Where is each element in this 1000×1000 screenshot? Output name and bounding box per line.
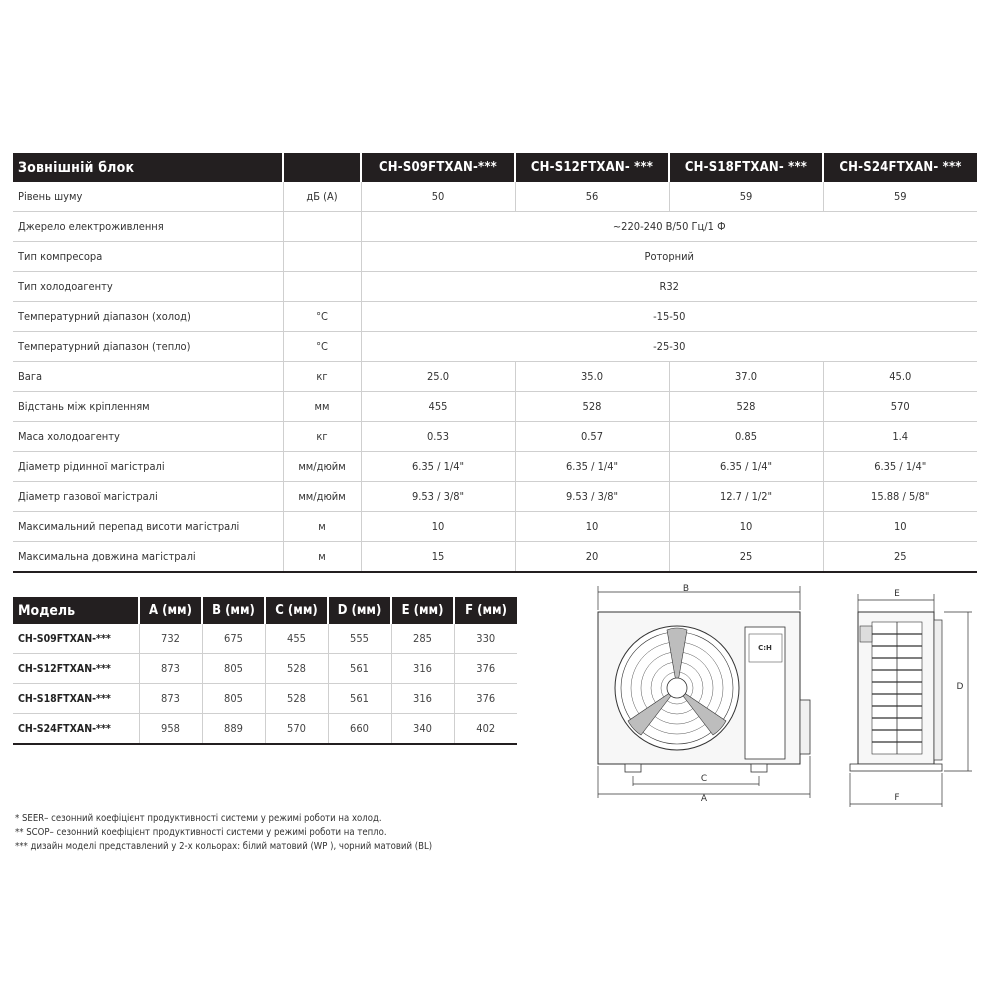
spec-merged-value: Роторний <box>361 242 977 272</box>
spec-row-gas-pipe <box>13 482 977 512</box>
spec-unit: мм <box>283 392 361 422</box>
spec-label: Рівень шуму <box>13 182 283 212</box>
dims-header: B (мм) <box>202 597 265 624</box>
spec-value: 0.53 <box>361 422 515 452</box>
spec-merged-value: ~220-240 В/50 Гц/1 Ф <box>361 212 977 242</box>
spec-unit <box>283 242 361 272</box>
spec-row-weight <box>13 362 977 392</box>
dims-header: Модель <box>13 597 139 624</box>
dims-model: CH-S24FTXAN-*** <box>13 714 139 745</box>
dims-model: CH-S12FTXAN-*** <box>13 654 139 684</box>
dims-value: 528 <box>265 654 328 684</box>
side-vent-slats <box>872 622 922 754</box>
footnotes <box>15 812 432 854</box>
spec-row-temp-cool <box>13 302 977 332</box>
spec-value: 15.88 / 5/8" <box>823 482 977 512</box>
dims-value: 732 <box>139 624 202 654</box>
spec-value: 6.35 / 1/4" <box>669 452 823 482</box>
spec-label: Максимальна довжина магістралі <box>13 542 283 573</box>
side-view-drawing <box>840 582 985 807</box>
spec-unit: дБ (А) <box>283 182 361 212</box>
spec-merged-value: -15-50 <box>361 302 977 332</box>
dims-value: 660 <box>328 714 391 745</box>
dims-value: 528 <box>265 684 328 714</box>
spec-value: 10 <box>361 512 515 542</box>
dims-row <box>13 624 517 654</box>
spec-label: Маса холодоагенту <box>13 422 283 452</box>
spec-unit: кг <box>283 362 361 392</box>
spec-unit: кг <box>283 422 361 452</box>
dims-value: 561 <box>328 684 391 714</box>
dims-value: 570 <box>265 714 328 745</box>
specs-table <box>13 153 977 573</box>
dims-value: 376 <box>454 654 517 684</box>
spec-value: 0.57 <box>515 422 669 452</box>
dims-row <box>13 684 517 714</box>
spec-value: 12.7 / 1/2" <box>669 482 823 512</box>
model-header: CH-S24FTXAN- *** <box>823 153 977 182</box>
dims-value: 285 <box>391 624 454 654</box>
spec-label: Тип холодоагенту <box>13 272 283 302</box>
spec-unit: м <box>283 512 361 542</box>
dim-label-a: A <box>700 794 708 804</box>
footnote-seer: * SEER– сезонний коефіцієнт продуктивності системи у режимі роботи на холод. <box>15 813 382 824</box>
spec-value: 570 <box>823 392 977 422</box>
fan-grille <box>615 626 739 750</box>
dims-value: 675 <box>202 624 265 654</box>
spec-value: 528 <box>669 392 823 422</box>
spec-row-max-length <box>13 542 977 573</box>
footnote-scop: ** SCOP– сезонний коефіцієнт продуктивності системи у режимі роботи на тепло. <box>15 827 387 838</box>
spec-row-liquid-pipe <box>13 452 977 482</box>
spec-unit: °C <box>283 332 361 362</box>
footnote-colors: *** дизайн моделі представлений у 2-х кольорах: білий матовий (WP ), чорний матовий (BL) <box>15 841 433 852</box>
model-header: CH-S09FTXAN-*** <box>361 153 515 182</box>
spec-value: 37.0 <box>669 362 823 392</box>
spec-value: 0.85 <box>669 422 823 452</box>
spec-row-power <box>13 212 977 242</box>
spec-label: Вага <box>13 362 283 392</box>
spec-row-mount-distance <box>13 392 977 422</box>
spec-value: 25 <box>669 542 823 573</box>
dims-header: D (мм) <box>328 597 391 624</box>
spec-row-temp-heat <box>13 332 977 362</box>
spec-unit: мм/дюйм <box>283 452 361 482</box>
dims-value: 316 <box>391 684 454 714</box>
spec-value: 45.0 <box>823 362 977 392</box>
spec-label: Діаметр газової магістралі <box>13 482 283 512</box>
spec-unit: м <box>283 542 361 573</box>
dims-value: 330 <box>454 624 517 654</box>
dims-value: 316 <box>391 654 454 684</box>
dims-value: 873 <box>139 654 202 684</box>
dim-label-d: D <box>956 682 964 692</box>
dims-row <box>13 654 517 684</box>
front-view-drawing <box>585 582 825 807</box>
dim-label-c: C <box>700 774 708 784</box>
spec-merged-value: -25-30 <box>361 332 977 362</box>
dims-header: A (мм) <box>139 597 202 624</box>
dims-value: 561 <box>328 654 391 684</box>
spec-label: Температурний діапазон (холод) <box>13 302 283 332</box>
dims-value: 555 <box>328 624 391 654</box>
dimensions-table <box>13 597 517 745</box>
spec-value: 9.53 / 3/8" <box>361 482 515 512</box>
spec-label: Діаметр рідинної магістралі <box>13 452 283 482</box>
spec-value: 528 <box>515 392 669 422</box>
specs-unit-header <box>283 153 361 182</box>
spec-label: Температурний діапазон (тепло) <box>13 332 283 362</box>
spec-row-refrigerant-mass <box>13 422 977 452</box>
dims-model: CH-S18FTXAN-*** <box>13 684 139 714</box>
specs-header-row <box>13 153 977 182</box>
spec-unit <box>283 272 361 302</box>
spec-row-compressor <box>13 242 977 272</box>
spec-value: 6.35 / 1/4" <box>823 452 977 482</box>
dims-value: 958 <box>139 714 202 745</box>
spec-label: Відстань між кріпленням <box>13 392 283 422</box>
dim-label-b: B <box>682 584 690 594</box>
spec-merged-value: R32 <box>361 272 977 302</box>
spec-value: 25 <box>823 542 977 573</box>
dims-header: F (мм) <box>454 597 517 624</box>
spec-value: 1.4 <box>823 422 977 452</box>
spec-value: 50 <box>361 182 515 212</box>
spec-value: 10 <box>669 512 823 542</box>
spec-row-noise <box>13 182 977 212</box>
dims-model: CH-S09FTXAN-*** <box>13 624 139 654</box>
dims-value: 376 <box>454 684 517 714</box>
spec-label: Джерело електроживлення <box>13 212 283 242</box>
spec-unit: °C <box>283 302 361 332</box>
spec-row-refrigerant <box>13 272 977 302</box>
spec-value: 15 <box>361 542 515 573</box>
spec-value: 9.53 / 3/8" <box>515 482 669 512</box>
spec-value: 59 <box>669 182 823 212</box>
spec-value: 10 <box>515 512 669 542</box>
spec-unit: мм/дюйм <box>283 482 361 512</box>
dims-value: 873 <box>139 684 202 714</box>
dims-value: 402 <box>454 714 517 745</box>
spec-label: Максимальний перепад висоти магістралі <box>13 512 283 542</box>
spec-value: 6.35 / 1/4" <box>515 452 669 482</box>
model-header: CH-S12FTXAN- *** <box>515 153 669 182</box>
dim-label-f: F <box>894 793 900 803</box>
spec-value: 35.0 <box>515 362 669 392</box>
spec-unit <box>283 212 361 242</box>
specs-title: Зовнішній блок <box>13 153 283 182</box>
spec-value: 56 <box>515 182 669 212</box>
spec-value: 59 <box>823 182 977 212</box>
dims-value: 889 <box>202 714 265 745</box>
dims-value: 340 <box>391 714 454 745</box>
spec-value: 10 <box>823 512 977 542</box>
dims-value: 805 <box>202 654 265 684</box>
dims-value: 455 <box>265 624 328 654</box>
dims-header: E (мм) <box>391 597 454 624</box>
spec-row-height-diff <box>13 512 977 542</box>
spec-value: 6.35 / 1/4" <box>361 452 515 482</box>
spec-value: 25.0 <box>361 362 515 392</box>
dims-header: C (мм) <box>265 597 328 624</box>
model-header: CH-S18FTXAN- *** <box>669 153 823 182</box>
dims-row <box>13 714 517 745</box>
logo-panel: C:H <box>758 644 772 652</box>
dims-header-row <box>13 597 517 624</box>
spec-value: 455 <box>361 392 515 422</box>
dims-value: 805 <box>202 684 265 714</box>
spec-value: 20 <box>515 542 669 573</box>
spec-label: Тип компресора <box>13 242 283 272</box>
dim-label-e: E <box>894 589 900 599</box>
